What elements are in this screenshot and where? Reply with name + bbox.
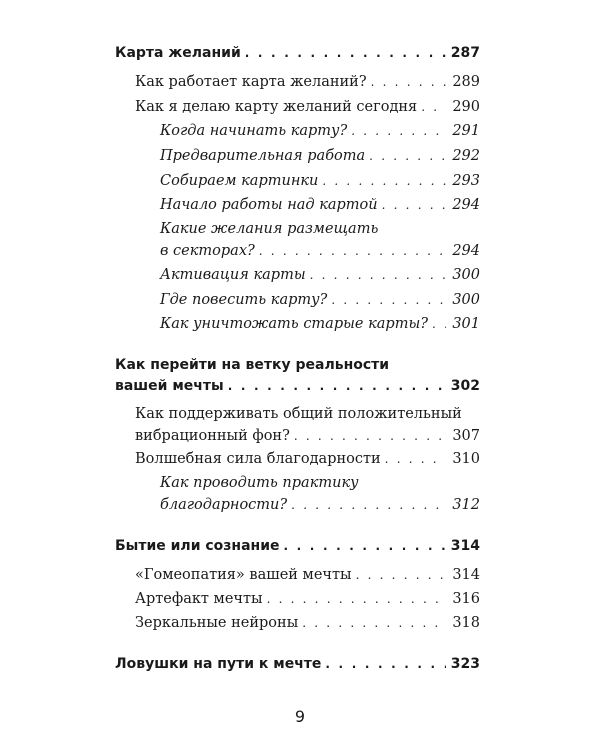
toc-entry[interactable] [135, 614, 480, 632]
toc-entry-page: 294 [452, 243, 480, 259]
toc-entry-section[interactable] [115, 537, 480, 555]
dot-leader [385, 450, 446, 468]
toc-entry-title: Зеркальные нейроны [135, 615, 299, 631]
toc-entry-page: 294 [452, 197, 480, 213]
toc-entry[interactable] [135, 73, 480, 91]
toc-entry[interactable] [135, 98, 480, 116]
toc-entry-page: 310 [452, 451, 480, 467]
toc-entry-title-line1: Какие желания размещать [160, 221, 379, 237]
dot-leader [302, 614, 446, 632]
toc-entry-title-line2: благодарности? [160, 497, 288, 513]
dot-leader [351, 122, 446, 140]
toc-entry-title-line1: Как перейти на ветку реальности [115, 357, 390, 373]
toc-entry-title: «Гомеопатия» вашей мечты [135, 567, 352, 583]
toc-entry-sub[interactable] [160, 315, 480, 333]
toc-entry-sub[interactable] [160, 172, 480, 190]
toc-entry-page: 301 [452, 316, 480, 332]
toc-entry-title-line2: вашей мечты [115, 378, 224, 394]
toc-entry-page: 292 [452, 148, 480, 164]
page-number: 9 [294, 707, 306, 726]
toc-entry-title: Где повесить карту? [160, 292, 328, 308]
toc-entry-sub[interactable] [160, 196, 480, 214]
toc-entry-title: Начало работы над картой [160, 197, 378, 213]
dot-leader [228, 377, 446, 395]
toc-entry[interactable] [135, 450, 480, 468]
toc-entry-title: Собираем картинки [160, 173, 319, 189]
toc-entry[interactable] [135, 427, 480, 445]
toc-entry-sub[interactable] [160, 266, 480, 284]
toc-entry-page: 293 [452, 173, 480, 189]
toc-entry[interactable] [135, 590, 480, 608]
toc-entry-section[interactable] [115, 377, 480, 395]
toc-entry-page: 314 [452, 567, 480, 583]
dot-leader [291, 496, 446, 514]
toc-entry-page: 290 [452, 99, 480, 115]
dot-leader [325, 655, 446, 673]
toc-entry-page: 323 [450, 656, 480, 672]
toc-entry-title-line2: вибрационный фон? [135, 428, 290, 444]
toc-entry-page: 314 [450, 538, 480, 554]
toc-entry-page: 291 [452, 123, 480, 139]
dot-leader [259, 242, 446, 260]
dot-leader [310, 266, 446, 284]
toc-entry-title: Активация карты [160, 267, 306, 283]
toc-entry-sub[interactable] [160, 496, 480, 514]
toc-entry-page: 312 [452, 497, 480, 513]
toc-entry-title: Ловушки на пути к мечте [115, 656, 322, 672]
toc-entry-page: 287 [450, 45, 480, 61]
toc-entry-page: 302 [450, 378, 480, 394]
dot-leader [382, 196, 446, 214]
toc-entry-page: 289 [452, 74, 480, 90]
dot-leader [369, 147, 446, 165]
toc-entry-page: 316 [452, 591, 480, 607]
toc-entry-section[interactable] [115, 44, 480, 62]
toc-entry[interactable] [135, 566, 480, 584]
toc-entry-title: Артефакт мечты [135, 591, 263, 607]
dot-leader [322, 172, 446, 190]
toc-entry-page: 307 [452, 428, 480, 444]
toc-entry-page: 300 [452, 292, 480, 308]
toc-entry-title: Когда начинать карту? [160, 123, 348, 139]
toc-entry-sub[interactable] [160, 242, 480, 260]
toc-entry-title: Как уничтожать старые карты? [160, 316, 429, 332]
toc-entry-sub[interactable] [160, 122, 480, 140]
toc-entry-title-line1: Как проводить практику [160, 475, 359, 491]
toc-entry-title: Волшебная сила благодарности [135, 451, 381, 467]
toc-entry-page: 300 [452, 267, 480, 283]
dot-leader [356, 566, 446, 584]
toc-entry-sub[interactable] [160, 147, 480, 165]
dot-leader [284, 537, 446, 555]
toc-entry-page: 318 [452, 615, 480, 631]
toc-entry-title: Карта желаний [115, 45, 241, 61]
dot-leader [432, 315, 446, 333]
toc-entry-section[interactable] [115, 655, 480, 673]
dot-leader [245, 44, 446, 62]
toc-entry-title: Как работает карта желаний? [135, 74, 367, 90]
dot-leader [267, 590, 446, 608]
dot-leader [331, 291, 446, 309]
dot-leader [294, 427, 446, 445]
toc-entry-title-line2: в секторах? [160, 243, 255, 259]
toc-entry-title: Предварительная работа [160, 148, 366, 164]
toc-entry-title-line1: Как поддерживать общий положительный [135, 406, 462, 422]
toc-entry-title: Как я делаю карту желаний сегодня [135, 99, 418, 115]
dot-leader [421, 98, 446, 116]
dot-leader [371, 73, 446, 91]
toc-entry-title: Бытие или сознание [115, 538, 280, 554]
toc-entry-sub[interactable] [160, 291, 480, 309]
